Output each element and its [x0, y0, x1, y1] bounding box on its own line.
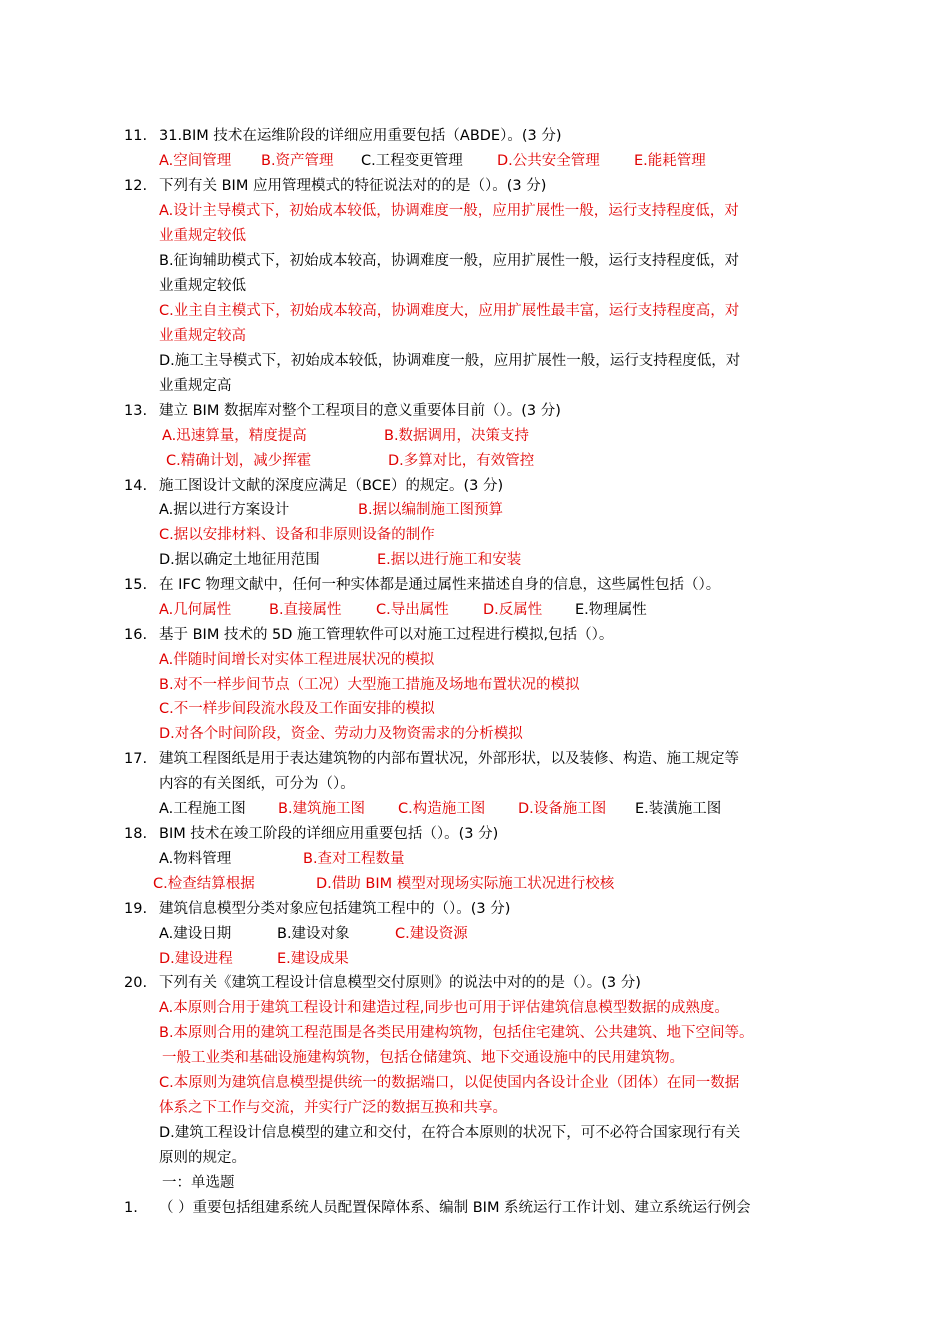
option-e: E.据以进行施工和安装: [377, 552, 522, 568]
option-d: D.据以确定土地征用范围: [159, 552, 320, 568]
option-c: C.工程变更管理: [361, 153, 463, 169]
question-number: 20.: [124, 975, 148, 991]
option-c: C.导出属性: [376, 602, 449, 618]
question-number: 19.: [124, 901, 148, 917]
option-e: E.物理属性: [575, 602, 647, 618]
question-number: 18.: [124, 826, 148, 842]
option-d-line2: 业重规定高: [159, 378, 232, 394]
option-b-line2: 一般工业类和基础设施建构筑物，包括仓储建筑、地下交通设施中的民用建筑物。: [162, 1050, 684, 1066]
question-stem: 建筑信息模型分类对象应包括建筑工程中的（）。(3 分): [159, 901, 511, 917]
question-number: 16.: [124, 627, 148, 643]
option-c: C.建设资源: [395, 926, 468, 942]
option-a: A.伴随时间增长对实体工程进展状况的模拟: [159, 652, 435, 668]
option-c-line1: C.业主自主模式下，初始成本较高，协调难度大，应用扩展性最丰富，运行支持程度高，对: [159, 303, 740, 319]
option-b-line1: B.征询辅助模式下，初始成本较高，协调难度一般，应用扩展性一般，运行支持程度低，对: [159, 253, 740, 269]
option-b: B.直接属性: [269, 602, 342, 618]
option-a: A.几何属性: [159, 602, 232, 618]
question-stem-line2: 内容的有关图纸，可分为（）。: [159, 776, 355, 792]
option-b-line1: B.本原则合用的建筑工程范围是各类民用建构筑物，包括住宅建筑、公共建筑、地下空间等。: [159, 1025, 754, 1041]
option-d: D.借助 BIM 模型对现场实际施工状况进行校核: [316, 876, 615, 892]
question-stem: 31.BIM 技术在运维阶段的详细应用重要包括（ABDE）。(3 分): [159, 128, 562, 144]
option-b: B.数据调用，决策支持: [384, 428, 530, 444]
option-e: E.建设成果: [277, 951, 349, 967]
option-a: A.据以进行方案设计: [159, 502, 290, 518]
question-number: 14.: [124, 478, 148, 494]
question-stem: BIM 技术在竣工阶段的详细应用重要包括（）。(3 分): [159, 826, 499, 842]
option-d: D.建设进程: [159, 951, 233, 967]
option-a-line1: A.设计主导模式下，初始成本较低，协调难度一般，应用扩展性一般，运行支持程度低，对: [159, 203, 739, 219]
option-c: C.据以安排材料、设备和非原则设备的制作: [159, 527, 435, 543]
option-d: D.公共安全管理: [497, 153, 600, 169]
option-d: D.反属性: [483, 602, 543, 618]
question-stem: 在 IFC 物理文献中，任何一种实体都是通过属性来描述自身的信息，这些属性包括（）。: [159, 577, 721, 593]
section-heading: 一：单选题: [162, 1175, 235, 1191]
option-c: C.检查结算根据: [153, 876, 255, 892]
question-number: 15.: [124, 577, 148, 593]
question-number: 12.: [124, 178, 148, 194]
question-stem: 基于 BIM 技术的 5D 施工管理软件可以对施工过程进行模拟,包括（）。: [159, 627, 614, 643]
option-c-line2: 业重规定较高: [159, 328, 246, 344]
option-a: A.工程施工图: [159, 801, 246, 817]
option-a: A.建设日期: [159, 926, 232, 942]
option-b: B.建筑施工图: [278, 801, 366, 817]
option-d-line1: D.施工主导模式下，初始成本较低，协调难度一般，应用扩展性一般，运行支持程度低，对: [159, 353, 741, 369]
option-a: A.空间管理: [159, 153, 232, 169]
question-stem: 建立 BIM 数据库对整个工程项目的意义重要体目前（）。(3 分): [159, 403, 561, 419]
option-d: D.多算对比，有效管控: [388, 453, 535, 469]
option-b: B.据以编制施工图预算: [358, 502, 504, 518]
question-number: 17.: [124, 751, 148, 767]
option-a-line2: 业重规定较低: [159, 228, 246, 244]
question-stem: （ ）重要包括组建系统人员配置保障体系、编制 BIM 系统运行工作计划、建立系统运行例会: [159, 1200, 751, 1216]
option-c-line2: 体系之下工作与交流，并实行广泛的数据互换和共享。: [159, 1100, 507, 1116]
question-number: 13.: [124, 403, 148, 419]
option-c: C.构造施工图: [398, 801, 486, 817]
question-stem: 下列有关《建筑工程设计信息模型交付原则》的说法中对的的是（）。(3 分): [159, 975, 641, 991]
option-a: A.物料管理: [159, 851, 232, 867]
option-b-line2: 业重规定较低: [159, 278, 246, 294]
option-e: E.装潢施工图: [635, 801, 722, 817]
option-b: B.资产管理: [261, 153, 334, 169]
option-b: B.建设对象: [277, 926, 350, 942]
question-number: 11.: [124, 128, 148, 144]
option-b: B.对不一样步间节点（工况）大型施工措施及场地布置状况的模拟: [159, 677, 580, 693]
question-stem: 施工图设计文献的深度应满足（BCE）的规定。(3 分): [159, 478, 504, 494]
option-d-line1: D.建筑工程设计信息模型的建立和交付，在符合本原则的状况下，可不必符合国家现行有关: [159, 1125, 741, 1141]
option-e: E.能耗管理: [634, 153, 706, 169]
question-number: 1.: [124, 1200, 138, 1216]
option-d: D.对各个时间阶段，资金、劳动力及物资需求的分析模拟: [159, 726, 523, 742]
option-c: C.精确计划，减少挥霍: [166, 453, 312, 469]
option-a: A.迅速算量，精度提高: [162, 428, 307, 444]
question-stem: 下列有关 BIM 应用管理模式的特征说法对的的是（）。(3 分): [159, 178, 547, 194]
option-d-line2: 原则的规定。: [159, 1150, 246, 1166]
option-b: B.查对工程数量: [303, 851, 405, 867]
question-stem-line1: 建筑工程图纸是用于表达建筑物的内部布置状况，外部形状，以及装修、构造、施工规定等: [159, 751, 739, 767]
option-d: D.设备施工图: [518, 801, 607, 817]
option-a: A.本原则合用于建筑工程设计和建造过程,同步也可用于评估建筑信息模型数据的成熟度。: [159, 1000, 729, 1016]
option-c-line1: C.本原则为建筑信息模型提供统一的数据端口，以促使国内各设计企业（团体）在同一数据: [159, 1075, 740, 1091]
option-c: C.不一样步间段流水段及工作面安排的模拟: [159, 701, 435, 717]
